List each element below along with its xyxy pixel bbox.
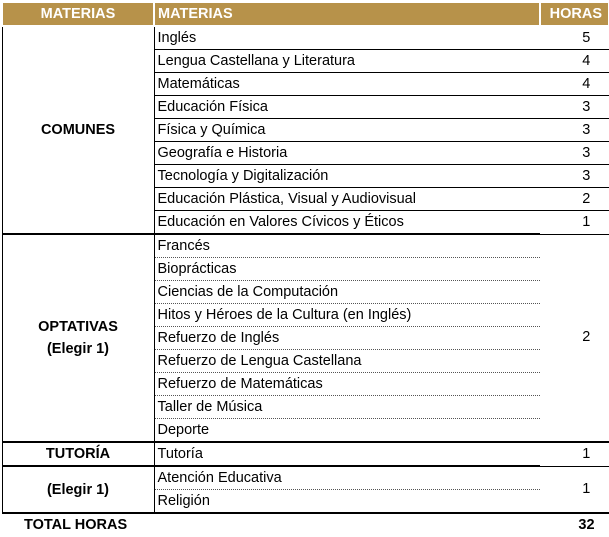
subject-hours: 3 — [540, 142, 609, 165]
elective-subject: Taller de Música — [154, 396, 540, 419]
subject-hours: 1 — [540, 442, 609, 466]
subject-hours: 4 — [540, 73, 609, 96]
elective-subject: Atención Educativa — [154, 466, 540, 490]
subject-name: Educación en Valores Cívicos y Éticos — [154, 211, 540, 235]
header-horas: HORAS — [540, 2, 609, 26]
group-label-tutoria: TUTORÍA — [2, 442, 154, 466]
elective-subject: Ciencias de la Computación — [154, 281, 540, 304]
subject-hours: 4 — [540, 50, 609, 73]
subject-name: Educación Física — [154, 96, 540, 119]
elective-subject: Bioprácticas — [154, 258, 540, 281]
optativas-label: OPTATIVAS — [38, 319, 118, 335]
total-value: 32 — [540, 513, 609, 537]
total-spacer — [154, 513, 540, 537]
elective-subject: Deporte — [154, 419, 540, 443]
subject-name: Lengua Castellana y Literatura — [154, 50, 540, 73]
total-row — [2, 513, 609, 537]
table-row — [2, 234, 609, 258]
group-label-elegir: (Elegir 1) — [2, 466, 154, 513]
subject-hours: 5 — [540, 26, 609, 50]
subject-hours: 3 — [540, 119, 609, 142]
group-label-comunes: COMUNES — [2, 26, 154, 234]
header-materias: MATERIAS — [154, 2, 540, 26]
table-row — [2, 466, 609, 490]
subject-hours: 3 — [540, 165, 609, 188]
subject-name: Tutoría — [154, 442, 540, 466]
elegir-hours: 1 — [540, 466, 609, 513]
header-row — [2, 2, 609, 26]
subject-hours: 1 — [540, 211, 609, 235]
elective-subject: Francés — [154, 234, 540, 258]
subject-name: Inglés — [154, 26, 540, 50]
elective-subject: Refuerzo de Inglés — [154, 327, 540, 350]
subject-name: Educación Plástica, Visual y Audiovisual — [154, 188, 540, 211]
subject-name: Física y Química — [154, 119, 540, 142]
optativas-sublabel: (Elegir 1) — [46, 341, 110, 357]
subject-name: Geografía e Historia — [154, 142, 540, 165]
group-label-optativas — [2, 234, 154, 442]
elective-subject: Hitos y Héroes de la Cultura (en Inglés) — [154, 304, 540, 327]
elective-subject: Refuerzo de Matemáticas — [154, 373, 540, 396]
subjects-hours-table — [1, 1, 609, 537]
header-materias-group: MATERIAS — [2, 2, 154, 26]
table-row — [2, 442, 609, 466]
subject-hours: 2 — [540, 188, 609, 211]
subject-name: Tecnología y Digitalización — [154, 165, 540, 188]
table-row — [2, 26, 609, 50]
elective-subject: Refuerzo de Lengua Castellana — [154, 350, 540, 373]
optativas-hours: 2 — [540, 234, 609, 442]
subject-name: Matemáticas — [154, 73, 540, 96]
elective-subject: Religión — [154, 490, 540, 514]
total-label: TOTAL HORAS — [2, 513, 154, 537]
subject-hours: 3 — [540, 96, 609, 119]
